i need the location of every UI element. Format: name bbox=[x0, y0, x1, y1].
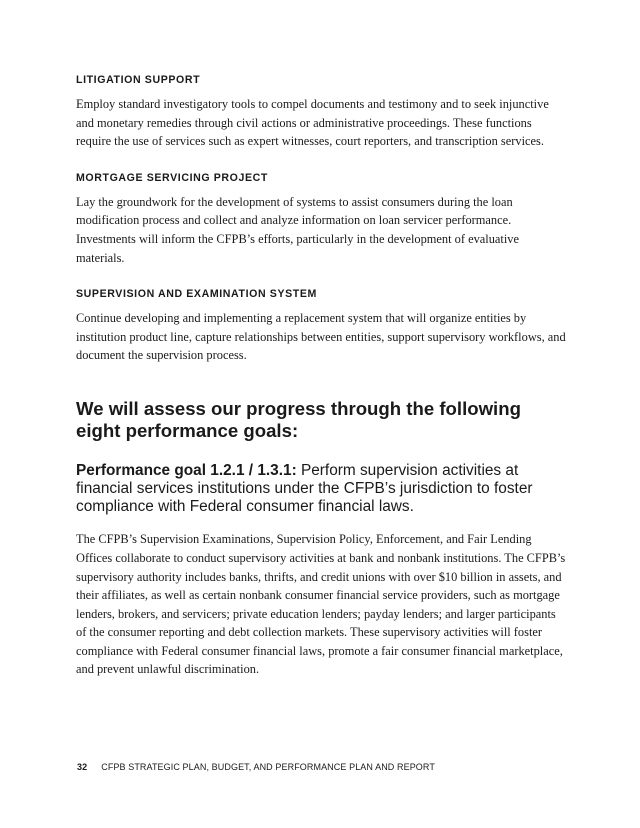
performance-goal-label: Performance goal 1.2.1 / 1.3.1: bbox=[76, 461, 297, 479]
section-body: Continue developing and implementing a replacement system that will organize entities by institution product line, capture relationships between entities, support supervisory workflows, and document the supervision process. bbox=[76, 311, 566, 363]
performance-goal-body: The CFPB’s Supervision Examinations, Supervision Policy, Enforcement, and Fair Lending Offices collaborate to conduct supervisory activities at bank and nonbank institutions. The CFPB’s supervisory authority includes banks, thrifts, and credit unions with over $10 billion in assets, and their affiliates, as well as certain nonbank consumer financial service providers, such as mortgage lenders, brokers, and servicers; private education lenders; payday lenders; and larger participants of the consumer reporting and debt collection markets. These supervisory activities will foster compliance with Federal consumer financial laws, promote a fair consumer financial marketplace, and prevent unlawful discrimination. bbox=[76, 532, 566, 677]
section-body: Employ standard investigatory tools to compel documents and testimony and to seek injunctive and monetary remedies through civil actions or administrative proceedings. These functions require the use of services such as expert witnesses, court reporters, and transcription services. bbox=[76, 97, 549, 149]
section-heading: MORTGAGE SERVICING PROJECT bbox=[76, 171, 268, 184]
section-supervision-and-examination-system bbox=[76, 288, 566, 365]
assessment-heading: We will assess our progress through the following eight performance goals: bbox=[76, 397, 521, 441]
page-content bbox=[76, 74, 566, 679]
section-litigation-support bbox=[76, 74, 566, 151]
section-mortgage-servicing-project bbox=[76, 172, 566, 267]
performance-goal-text: Perform supervision activities at financial services institutions under the CFPB’s jurisdiction to foster compliance with Federal consumer financial laws. bbox=[76, 461, 533, 515]
footer-title: CFPB STRATEGIC PLAN, BUDGET, AND PERFORMANCE PLAN AND REPORT bbox=[101, 762, 435, 772]
page-footer bbox=[77, 762, 435, 772]
section-body: Lay the groundwork for the development of systems to assist consumers during the loan modification process and collect and analyze information on loan servicer performance. Investments will inform the CFPB’s efforts, particularly in the development of evaluative materials. bbox=[76, 194, 519, 265]
section-heading: LITIGATION SUPPORT bbox=[76, 74, 201, 86]
section-heading: SUPERVISION AND EXAMINATION SYSTEM bbox=[76, 288, 317, 301]
performance-goal-title bbox=[76, 462, 566, 515]
page-number: 32 bbox=[77, 762, 88, 772]
